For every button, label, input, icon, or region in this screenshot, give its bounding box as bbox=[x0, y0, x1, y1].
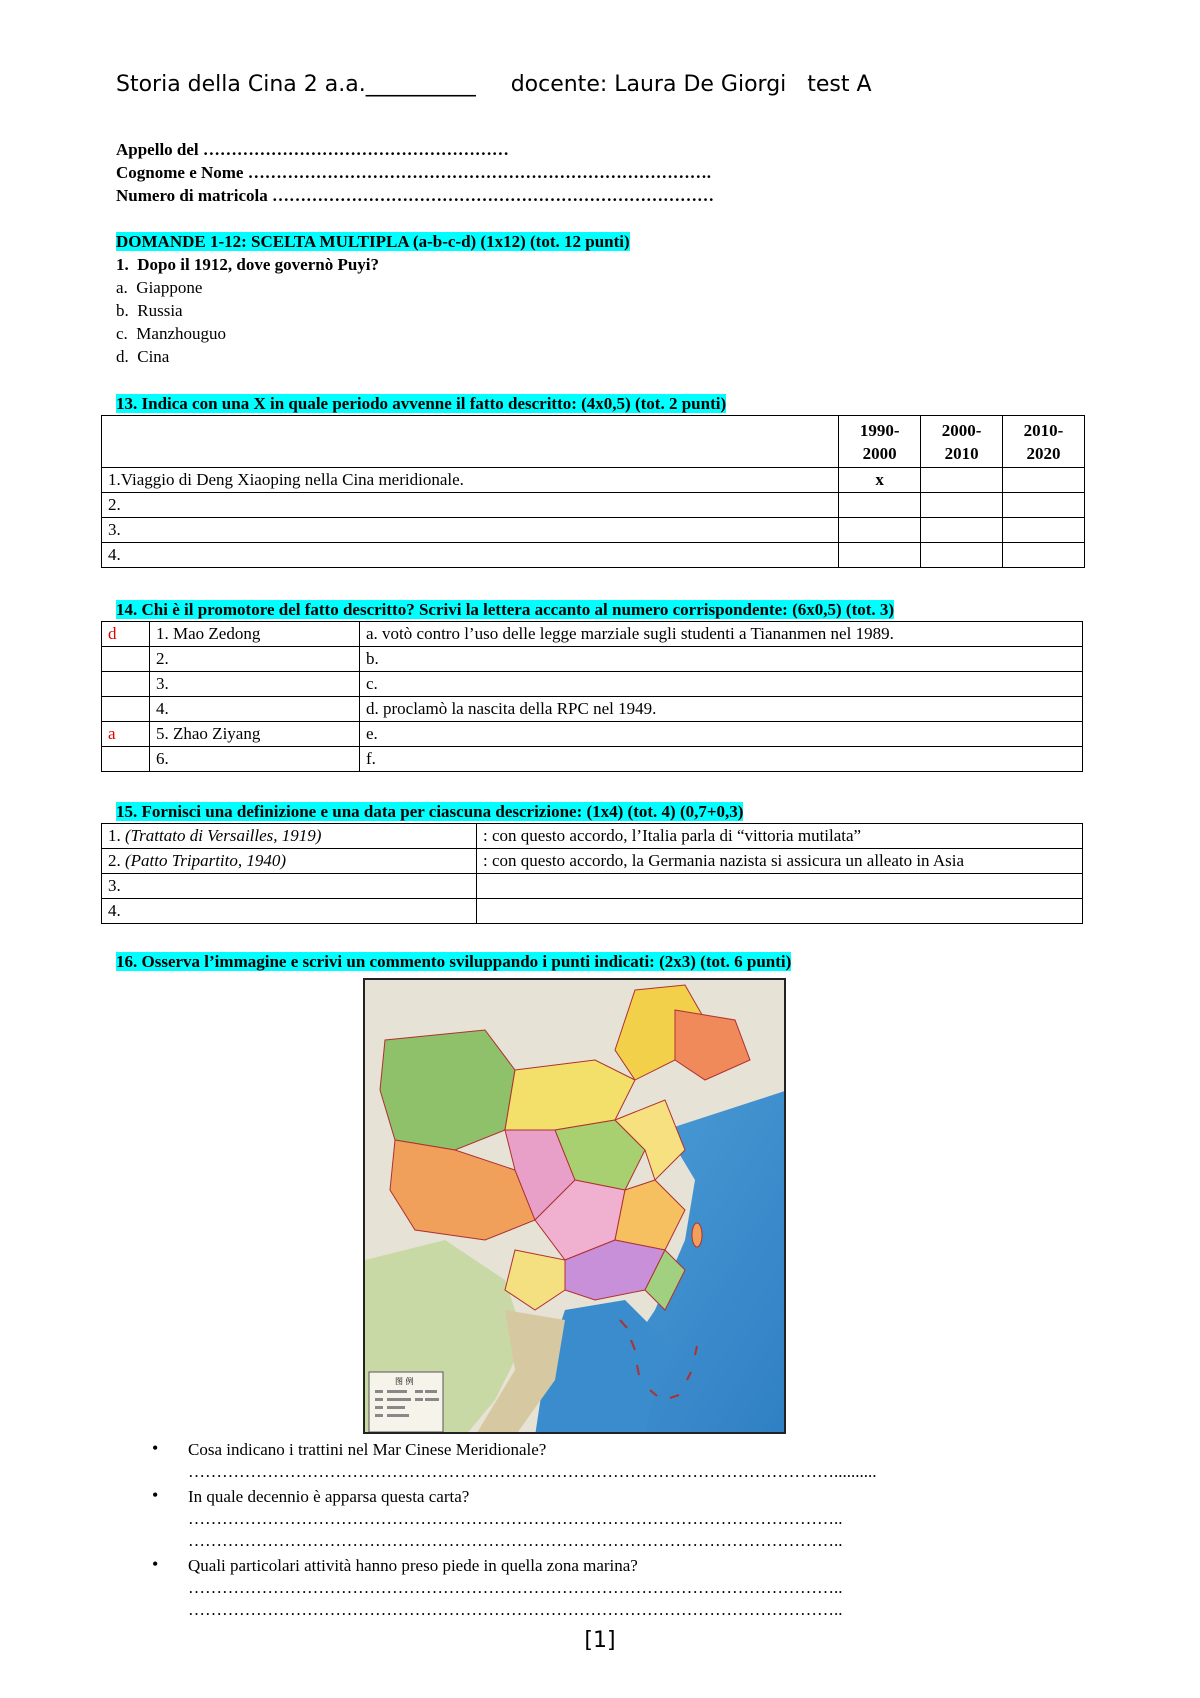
list-item bbox=[150, 1554, 1070, 1621]
person-cell: 4. bbox=[150, 697, 360, 722]
answer-cell[interactable] bbox=[921, 468, 1003, 493]
fact-cell: c. bbox=[360, 672, 1083, 697]
section13-title: 13. Indica con una X in quale periodo avvenne il fatto descritto: (4x0,5) (tot. 2 punti) bbox=[116, 394, 727, 413]
person-cell: 3. bbox=[150, 672, 360, 697]
answer-line[interactable]: …………………………………………………………………………………………………….. bbox=[188, 1509, 843, 1528]
fact-text: 4. bbox=[102, 543, 839, 568]
letter-cell[interactable] bbox=[102, 647, 150, 672]
table-row bbox=[102, 849, 1083, 874]
option-b[interactable]: b. Russia bbox=[116, 301, 183, 320]
table-row bbox=[102, 722, 1083, 747]
section14-title: 14. Chi è il promotore del fatto descritto? Scrivi la lettera accanto al numero corrispondente: (6x0,5) (tot. 3) bbox=[116, 600, 895, 619]
table-row bbox=[102, 697, 1083, 722]
page-number: [1] bbox=[584, 1628, 616, 1653]
table-row bbox=[102, 468, 1085, 493]
answer-cell[interactable] bbox=[921, 518, 1003, 543]
list-item bbox=[150, 1438, 1070, 1483]
table-row bbox=[102, 518, 1085, 543]
answer-cell[interactable] bbox=[1003, 493, 1085, 518]
answer-line[interactable]: …………………………………………………………………………………………………….. bbox=[188, 1600, 843, 1619]
map-question-2: • In quale decennio è apparsa questa carta? bbox=[188, 1487, 470, 1506]
section13-heading bbox=[116, 392, 726, 415]
document-header bbox=[116, 72, 872, 97]
fact-text: 3. bbox=[102, 518, 839, 543]
course-title: Storia della Cina 2 a.a.__________ bbox=[116, 72, 476, 97]
table-row bbox=[102, 493, 1085, 518]
map-question-1: • Cosa indicano i trattini nel Mar Cinese Meridionale? bbox=[188, 1440, 547, 1459]
fact-text: 1.Viaggio di Deng Xiaoping nella Cina meridionale. bbox=[102, 468, 839, 493]
definition-table bbox=[101, 823, 1083, 924]
answer-cell[interactable] bbox=[839, 493, 921, 518]
fact-text: 2. bbox=[102, 493, 839, 518]
answer-cell[interactable]: x bbox=[839, 468, 921, 493]
answer-cell[interactable] bbox=[839, 518, 921, 543]
option-a[interactable]: a. Giappone bbox=[116, 278, 203, 297]
promoter-table bbox=[101, 621, 1083, 772]
list-item bbox=[150, 1485, 1070, 1552]
table-row bbox=[102, 622, 1083, 647]
china-map-image bbox=[363, 978, 786, 1434]
section16-heading bbox=[116, 950, 791, 973]
map-question-3: • Quali particolari attività hanno preso piede in quella zona marina? bbox=[188, 1556, 638, 1575]
letter-cell[interactable] bbox=[102, 747, 150, 772]
test-label: test A bbox=[807, 72, 872, 97]
table-row bbox=[102, 747, 1083, 772]
section14-heading bbox=[116, 598, 894, 621]
section-mc-title: DOMANDE 1-12: SCELTA MULTIPLA (a-b-c-d) (1x12) (tot. 12 punti) bbox=[116, 232, 630, 251]
answer-line[interactable]: …………………………………………………………………………………………………….. bbox=[188, 1531, 843, 1550]
term-cell[interactable]: 3. bbox=[102, 874, 477, 899]
period-table bbox=[101, 415, 1085, 568]
letter-cell[interactable] bbox=[102, 672, 150, 697]
appello-line[interactable]: Appello del ……………………………………………… bbox=[116, 140, 509, 159]
section15-heading bbox=[116, 800, 743, 823]
matricola-line[interactable]: Numero di matricola …………………………………………………………………… bbox=[116, 186, 714, 205]
letter-cell[interactable]: d bbox=[102, 622, 150, 647]
table-row bbox=[102, 672, 1083, 697]
section16-title: 16. Osserva l’immagine e scrivi un commento sviluppando i punti indicati: (2x3) (tot. 6 punti) bbox=[116, 952, 792, 971]
option-d[interactable]: d. Cina bbox=[116, 347, 170, 366]
map-questions bbox=[150, 1438, 1070, 1621]
person-cell: 6. bbox=[150, 747, 360, 772]
col-2010-2020: 2010- 2020 bbox=[1003, 416, 1085, 468]
table-row bbox=[102, 874, 1083, 899]
col-1990-2000: 1990- 2000 bbox=[839, 416, 921, 468]
student-info bbox=[116, 138, 714, 207]
table-row bbox=[102, 899, 1083, 924]
answer-cell[interactable] bbox=[921, 543, 1003, 568]
table-row bbox=[102, 647, 1083, 672]
fact-cell: e. bbox=[360, 722, 1083, 747]
fact-cell: a. votò contro l’uso delle legge marziale sugli studenti a Tiananmen nel 1989. bbox=[360, 622, 1083, 647]
answer-cell[interactable] bbox=[1003, 543, 1085, 568]
name-line[interactable]: Cognome e Nome ………………………………………………………………………. bbox=[116, 163, 711, 182]
letter-cell[interactable] bbox=[102, 697, 150, 722]
person-cell: 2. bbox=[150, 647, 360, 672]
teacher-name: docente: Laura De Giorgi bbox=[510, 72, 787, 97]
section15-title: 15. Fornisci una definizione e una data per ciascuna descrizione: (1x4) (tot. 4) (0,7+0,3) bbox=[116, 802, 744, 821]
term-cell[interactable]: 2. (Patto Tripartito, 1940) bbox=[102, 849, 477, 874]
table-row bbox=[102, 543, 1085, 568]
person-cell: 5. Zhao Ziyang bbox=[150, 722, 360, 747]
option-c[interactable]: c. Manzhouguo bbox=[116, 324, 227, 343]
map-legend-title: 图 例 bbox=[395, 1377, 414, 1386]
multiple-choice-section bbox=[116, 230, 630, 368]
description-cell bbox=[477, 874, 1083, 899]
description-cell: : con questo accordo, la Germania nazista si assicura un alleato in Asia bbox=[477, 849, 1083, 874]
question-1: 1. Dopo il 1912, dove governò Puyi? bbox=[116, 255, 380, 274]
person-cell: 1. Mao Zedong bbox=[150, 622, 360, 647]
answer-cell[interactable] bbox=[921, 493, 1003, 518]
answer-line[interactable]: …………………………………………………………………………………………………….. bbox=[188, 1578, 843, 1597]
fact-cell: f. bbox=[360, 747, 1083, 772]
answer-cell[interactable] bbox=[839, 543, 921, 568]
description-cell bbox=[477, 899, 1083, 924]
term-cell[interactable]: 4. bbox=[102, 899, 477, 924]
letter-cell[interactable]: a bbox=[102, 722, 150, 747]
fact-cell: d. proclamò la nascita della RPC nel 1949. bbox=[360, 697, 1083, 722]
china-map-svg bbox=[365, 980, 786, 1434]
answer-line[interactable]: …………………………………………………………………………………………………….......... bbox=[188, 1462, 877, 1481]
period-table-blank-header bbox=[102, 416, 839, 468]
description-cell: : con questo accordo, l’Italia parla di “vittoria mutilata” bbox=[477, 824, 1083, 849]
answer-cell[interactable] bbox=[1003, 518, 1085, 543]
answer-cell[interactable] bbox=[1003, 468, 1085, 493]
col-2000-2010: 2000- 2010 bbox=[921, 416, 1003, 468]
table-row bbox=[102, 824, 1083, 849]
term-cell[interactable]: 1. (Trattato di Versailles, 1919) bbox=[102, 824, 477, 849]
fact-cell: b. bbox=[360, 647, 1083, 672]
